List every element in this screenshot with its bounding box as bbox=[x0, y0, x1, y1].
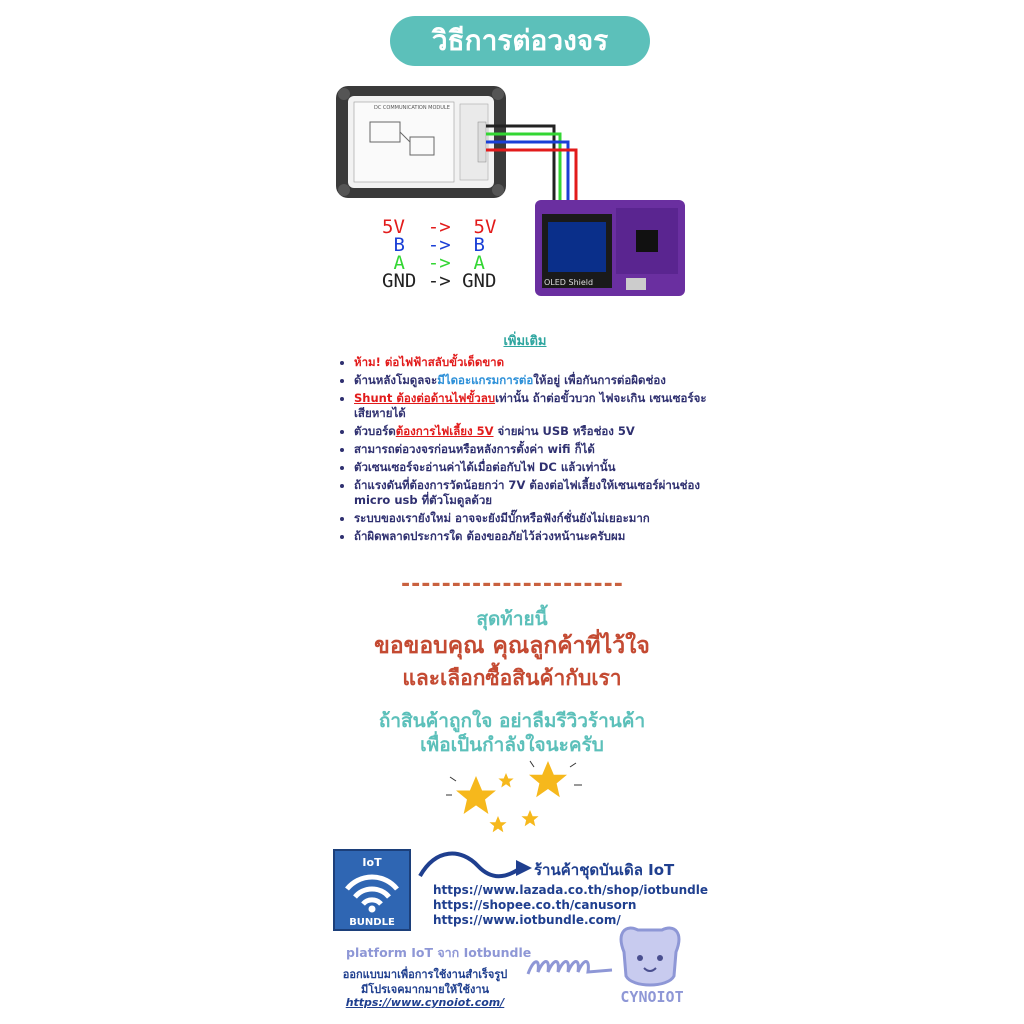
module-label: DC COMMUNICATION MODULE bbox=[374, 105, 450, 111]
iotbundle-logo bbox=[333, 849, 411, 931]
logo-top-text: IoT bbox=[362, 856, 382, 869]
shop-title: ร้านค้าชุดบันเดิล IoT bbox=[534, 861, 675, 879]
star-icon bbox=[529, 761, 567, 797]
note-item: • ถ้าแรงดันที่ต้องการวัดน้อยกว่า 7V ต้องต่อไฟเลี้ยงให้เซนเซอร์ผ่านช่อง micro usb ที่ตัวโมดูลด้วย bbox=[354, 478, 710, 508]
dc-communication-module-image bbox=[336, 86, 506, 198]
pin-map bbox=[382, 218, 522, 290]
link-shopee[interactable]: https://shopee.co.th/canusorn bbox=[433, 898, 637, 912]
cynoiot-mascot-icon bbox=[612, 922, 688, 990]
platform-title: platform IoT จาก Iotbundle bbox=[346, 945, 532, 960]
star-icon bbox=[456, 776, 496, 814]
pin-map-row: A -> A bbox=[382, 252, 485, 274]
note-item: • ระบบของเรายังใหม่ อาจจะยังมีบั๊กหรือฟังก์ชั่นยังไม่เยอะมาก bbox=[354, 511, 710, 526]
closing-line-2: ขอขอบคุณ คุณลูกค้าที่ไว้ใจ bbox=[374, 633, 650, 659]
pin-map-row: B -> B bbox=[382, 234, 485, 256]
closing-line-5: เพื่อเป็นกำลังใจนะครับ bbox=[420, 734, 604, 756]
platform-desc-2: มีโปรเจคมากมายให้ใช้งาน bbox=[360, 983, 490, 996]
cynoiot-brand: CYNOIOT bbox=[620, 988, 684, 1006]
note-item: • ตัวบอร์ดต้องการไฟเลี้ยง 5V จ่ายผ่าน USB หรือช่อง 5V bbox=[354, 424, 710, 439]
closing-line-4: ถ้าสินค้าถูกใจ อย่าลืมรีวิวร้านค้า bbox=[378, 710, 646, 732]
closing-line-3: และเลือกซื้อสินค้ากับเรา bbox=[402, 666, 622, 690]
wifi-icon bbox=[335, 869, 409, 913]
page-title: วิธีการต่อวงจร bbox=[390, 16, 650, 66]
link-lazada[interactable]: https://www.lazada.co.th/shop/iotbundle bbox=[433, 883, 708, 897]
link-iotbundle[interactable]: https://www.iotbundle.com/ bbox=[433, 913, 621, 927]
platform-desc-1: ออกแบบมาเพื่อการใช้งานสำเร็จรูป bbox=[342, 968, 508, 981]
pin-map-row: GND -> GND bbox=[382, 270, 497, 292]
stars-decoration bbox=[440, 755, 590, 840]
closing-line-1: สุดท้ายนี้ bbox=[476, 608, 548, 630]
logo-bottom-text: BUNDLE bbox=[349, 917, 395, 928]
note-item: • ถ้าผิดพลาดประการใด ต้องขออภัยไว้ล่วงหน้านะครับผม bbox=[354, 529, 710, 544]
note-item: • ด้านหลังโมดูลจะมีไดอะแกรมการต่อให้อยู่ เพื่อกันการต่อผิดช่อง bbox=[354, 373, 710, 388]
note-item: • สามารถต่อวงจรก่อนหรือหลังการตั้งค่า wifi ก็ได้ bbox=[354, 442, 710, 457]
star-icon bbox=[489, 816, 506, 832]
notes-section bbox=[340, 330, 710, 547]
divider: ---------------------- bbox=[401, 572, 624, 597]
pin-map-row: 5V -> 5V bbox=[382, 216, 497, 238]
note-item: • ห้าม! ต่อไฟฟ้าสลับขั้วเด็ดขาด bbox=[354, 355, 710, 370]
arrow-icon bbox=[416, 848, 536, 888]
note-item: • Shunt ต้องต่อด้านไฟขั้วลบเท่านั้น ถ้าต่อขั้วบวก ไฟจะเกิน เซนเซอร์จะเสียหายได้ bbox=[354, 391, 710, 421]
esp-board-image bbox=[535, 200, 685, 296]
note-item: • ตัวเซนเซอร์จะอ่านค่าได้เมื่อต่อกับไฟ DC แล้วเท่านั้น bbox=[354, 460, 710, 475]
star-icon bbox=[521, 810, 538, 826]
oled-label: OLED Shield bbox=[544, 278, 594, 287]
platform-link[interactable]: https://www.cynoiot.com/ bbox=[345, 996, 505, 1009]
notes-heading: เพิ่มเติม bbox=[503, 334, 547, 349]
star-icon bbox=[498, 773, 513, 787]
notes-list bbox=[340, 355, 710, 544]
scribble-decoration bbox=[524, 954, 616, 984]
